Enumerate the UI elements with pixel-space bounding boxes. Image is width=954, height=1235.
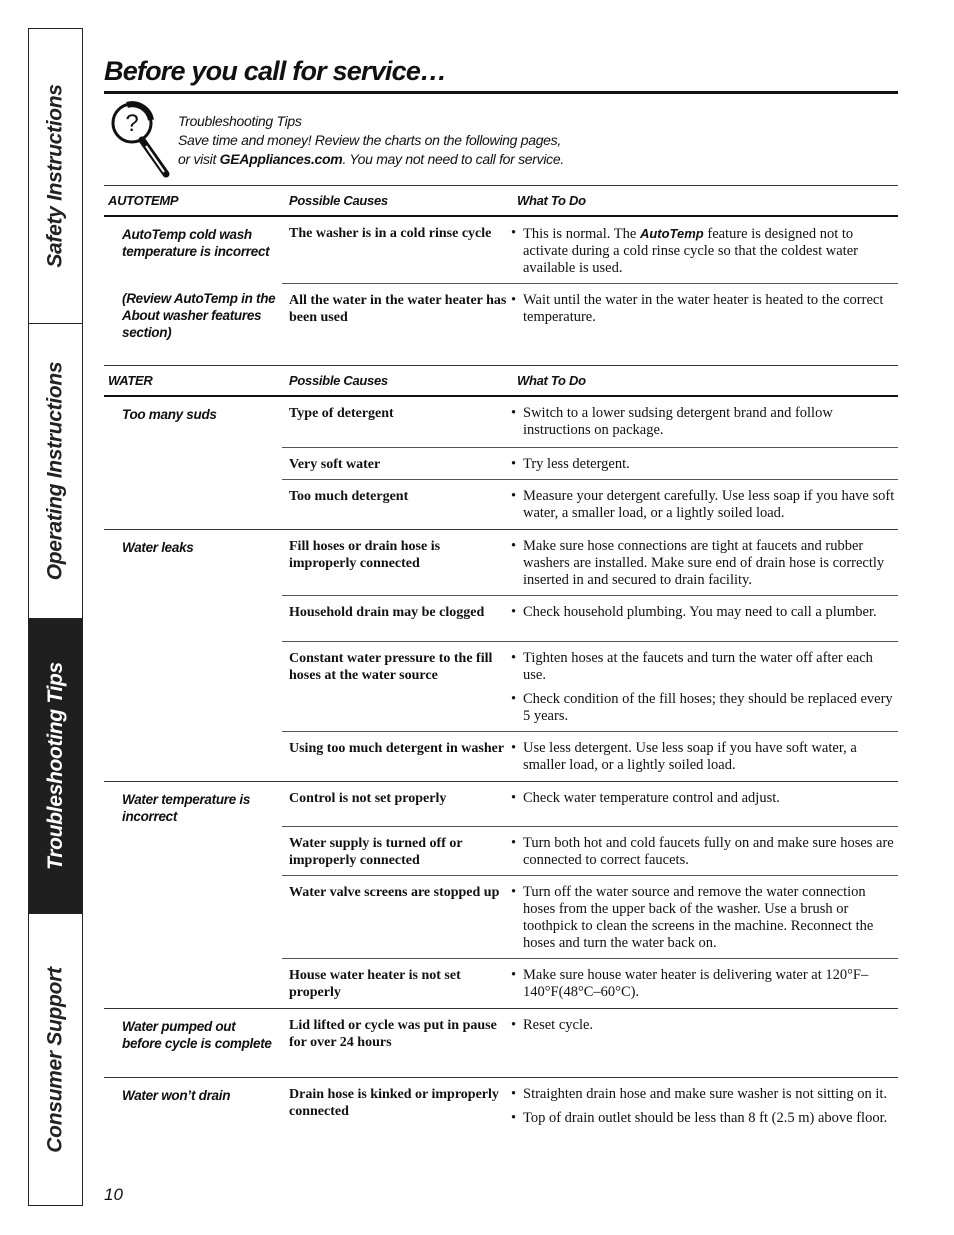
todo-cell bbox=[511, 827, 898, 875]
todo-text: Turn both hot and cold faucets fully on and make sure hoses are connected to correct faucets. bbox=[523, 835, 894, 868]
bullet-icon: • bbox=[511, 691, 517, 707]
todo-text: Measure your detergent carefully. Use less soap if you have soft water, a smaller load, or a lightly soiled load. bbox=[523, 488, 895, 521]
cause-cell: Lid lifted or cycle was put in pause for over 24 hours bbox=[289, 1018, 497, 1050]
todo-item bbox=[511, 650, 898, 684]
todo-cell: • Wait until the water in the water heater is heated to the correct temperature. bbox=[511, 292, 884, 325]
todo-item bbox=[511, 405, 898, 439]
todo-cell: • This is normal. The AutoTemp feature is designed not to activate during a cold rinse cycle so that the coldest water available is used. bbox=[511, 225, 858, 276]
table-row bbox=[282, 731, 898, 781]
table-row bbox=[282, 530, 898, 595]
problem-group bbox=[104, 1008, 898, 1077]
todo-cell bbox=[511, 1078, 898, 1168]
problem-label: Too many suds bbox=[122, 407, 217, 422]
problem-group bbox=[104, 1077, 898, 1168]
tips-heading: Troubleshooting Tips bbox=[178, 113, 302, 129]
todo-text: Top of drain outlet should be less than 8 ft (2.5 m) above floor. bbox=[523, 1110, 888, 1126]
header-what-to-do: What To Do bbox=[517, 373, 586, 388]
table-row bbox=[282, 958, 898, 1008]
cause-cell: Control is not set properly bbox=[289, 791, 447, 806]
table-row bbox=[282, 826, 898, 875]
table-header bbox=[104, 365, 898, 397]
todo-item bbox=[511, 1086, 898, 1103]
bullet-icon: • bbox=[511, 967, 517, 983]
page-title: Before you call for service… bbox=[104, 56, 447, 86]
table-row bbox=[282, 447, 898, 479]
todo-cell bbox=[511, 1009, 898, 1077]
bullet-icon: • bbox=[511, 1017, 517, 1033]
header-problem: WATER bbox=[108, 373, 153, 388]
header-causes: Possible Causes bbox=[289, 193, 388, 208]
cause-cell: The washer is in a cold rinse cycle bbox=[289, 226, 492, 241]
header-problem: AUTOTEMP bbox=[108, 193, 179, 208]
bullet-icon: • bbox=[511, 1086, 517, 1102]
todo-item bbox=[511, 1110, 898, 1127]
table-row bbox=[282, 595, 898, 641]
todo-text: Make sure house water heater is delivering water at 120°F–140°F(48°C–60°C). bbox=[523, 967, 869, 1000]
todo-cell bbox=[511, 397, 898, 447]
magnifier-question-icon bbox=[108, 100, 170, 180]
tips-line: Save time and money! Review the charts on the following pages, bbox=[178, 132, 561, 148]
svg-text:?: ? bbox=[125, 110, 139, 137]
bullet-icon: • bbox=[511, 884, 517, 900]
cause-cell: Fill hoses or drain hose is improperly connected bbox=[289, 539, 441, 571]
todo-text: Check condition of the fill hoses; they should be replaced every 5 years. bbox=[523, 691, 893, 724]
todo-item bbox=[511, 538, 898, 589]
cause-cell: Water supply is turned off or improperly connected bbox=[289, 836, 463, 868]
tab-safety-instructions[interactable]: Safety Instructions bbox=[29, 29, 82, 324]
tab-troubleshooting-tips[interactable]: Troubleshooting Tips bbox=[29, 619, 82, 914]
todo-item bbox=[511, 790, 898, 807]
todo-item bbox=[511, 740, 898, 774]
problem-label: Water pumped out before cycle is complete bbox=[122, 1019, 272, 1051]
cause-cell: Very soft water bbox=[289, 457, 381, 472]
troubleshooting-tips-intro bbox=[178, 112, 564, 169]
water-table bbox=[104, 365, 898, 1168]
todo-cell bbox=[511, 732, 898, 781]
cause-cell: Drain hose is kinked or improperly connected bbox=[289, 1087, 499, 1119]
todo-cell bbox=[511, 642, 898, 731]
problem-label: Water won’t drain bbox=[122, 1088, 231, 1103]
table-header bbox=[104, 185, 898, 217]
bullet-icon: • bbox=[511, 740, 517, 756]
bullet-icon: • bbox=[511, 538, 517, 554]
cause-cell: Type of detergent bbox=[289, 406, 394, 421]
side-tabs bbox=[28, 28, 83, 1206]
todo-item bbox=[511, 604, 898, 621]
bullet-icon: • bbox=[511, 405, 517, 421]
header-causes: Possible Causes bbox=[289, 373, 388, 388]
cause-cell: House water heater is not set properly bbox=[289, 968, 461, 1000]
todo-item bbox=[511, 884, 898, 952]
todo-cell bbox=[511, 596, 898, 641]
todo-cell bbox=[511, 448, 898, 479]
table-row bbox=[282, 1009, 898, 1077]
todo-cell bbox=[511, 530, 898, 595]
table-row bbox=[282, 1078, 898, 1168]
todo-text: Make sure hose connections are tight at faucets and rubber washers are installed. Make sure end of drain hose is correctly inserted in and secured to drain facility. bbox=[523, 538, 885, 588]
table-row bbox=[282, 641, 898, 731]
todo-cell bbox=[511, 782, 898, 826]
cause-cell: All the water in the water heater has been used bbox=[289, 293, 507, 325]
todo-cell bbox=[511, 876, 898, 958]
table-row bbox=[282, 782, 898, 826]
todo-text: Check household plumbing. You may need to call a plumber. bbox=[523, 604, 877, 620]
cause-cell: Household drain may be clogged bbox=[289, 605, 485, 620]
bullet-icon: • bbox=[511, 835, 517, 851]
website-link[interactable]: GEAppliances.com bbox=[219, 151, 343, 167]
cause-cell: Too much detergent bbox=[289, 489, 409, 504]
cause-cell: Water valve screens are stopped up bbox=[289, 885, 500, 900]
bullet-icon: • bbox=[511, 604, 517, 620]
todo-item bbox=[511, 456, 898, 473]
bullet-icon: • bbox=[511, 790, 517, 806]
tab-operating-instructions[interactable]: Operating Instructions bbox=[29, 324, 82, 619]
tab-consumer-support[interactable]: Consumer Support bbox=[43, 966, 67, 1153]
problem-note: (Review AutoTemp in the About washer features section) bbox=[122, 291, 276, 340]
bullet-icon: • bbox=[511, 456, 517, 472]
water-groups bbox=[104, 397, 898, 1168]
problem-label: Water leaks bbox=[122, 540, 194, 555]
problem-label: AutoTemp cold wash temperature is incorrect (Review AutoTemp in the About washer features section) bbox=[104, 217, 282, 363]
todo-text: Switch to a lower sudsing detergent brand and follow instructions on package. bbox=[523, 405, 833, 438]
autotemp-brand: AutoTemp bbox=[639, 226, 704, 241]
todo-item bbox=[511, 835, 898, 869]
problem-group bbox=[104, 529, 898, 781]
todo-item bbox=[511, 691, 898, 725]
todo-text: Reset cycle. bbox=[523, 1017, 594, 1033]
cause-cell: Using too much detergent in washer bbox=[289, 741, 505, 756]
tips-line: or visit GEAppliances.com. You may not need to call for service. bbox=[178, 151, 564, 167]
todo-text: Check water temperature control and adjust. bbox=[523, 790, 780, 806]
todo-item bbox=[511, 1017, 898, 1034]
table-row bbox=[282, 875, 898, 958]
cause-cell: Constant water pressure to the fill hoses at the water source bbox=[289, 651, 493, 683]
table-row bbox=[282, 217, 898, 283]
title-rule bbox=[104, 91, 898, 94]
bullet-icon: • bbox=[511, 488, 517, 504]
problem-group bbox=[104, 781, 898, 1008]
todo-item bbox=[511, 488, 898, 522]
bullet-icon: • bbox=[511, 650, 517, 666]
todo-cell bbox=[511, 959, 898, 1008]
todo-item bbox=[511, 967, 898, 1001]
problem-group bbox=[104, 217, 898, 363]
table-row bbox=[282, 479, 898, 529]
autotemp-table bbox=[104, 185, 898, 363]
problem-group bbox=[104, 397, 898, 529]
header-what-to-do: What To Do bbox=[517, 193, 586, 208]
table-row bbox=[282, 283, 898, 363]
todo-text: Straighten drain hose and make sure washer is not sitting on it. bbox=[523, 1086, 888, 1102]
bullet-icon: • bbox=[511, 1110, 517, 1126]
todo-cell bbox=[511, 480, 898, 529]
todo-text: Try less detergent. bbox=[523, 456, 630, 472]
page-number: 10 bbox=[104, 1185, 123, 1204]
problem-label: Water temperature is incorrect bbox=[122, 792, 251, 824]
table-row bbox=[282, 397, 898, 447]
todo-text: Turn off the water source and remove the water connection hoses from the upper back of the washer. Use a brush or toothpick to clean the screens in the machine. Reconnect the hoses and turn the water back on. bbox=[523, 884, 874, 951]
todo-text: Tighten hoses at the faucets and turn the water off after each use. bbox=[523, 650, 873, 683]
todo-text: Use less detergent. Use less soap if you have soft water, a smaller load, or a lightly soiled load. bbox=[523, 740, 857, 773]
